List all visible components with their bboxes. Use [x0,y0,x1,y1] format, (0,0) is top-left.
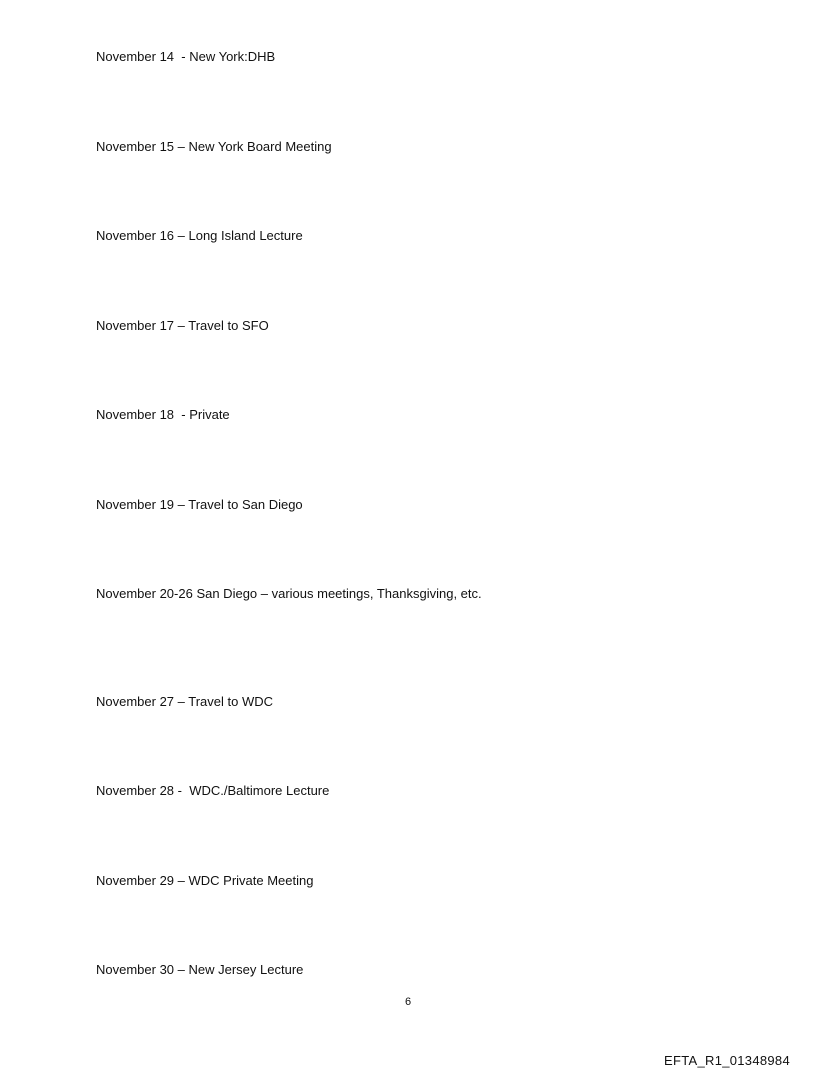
schedule-entry-nov-19: November 19 – Travel to San Diego [96,497,303,512]
schedule-entry-nov-15: November 15 – New York Board Meeting [96,139,332,154]
schedule-entry-nov-20-26: November 20-26 San Diego – various meetings, Thanksgiving, etc. [96,586,482,601]
schedule-entry-nov-29: November 29 – WDC Private Meeting [96,873,314,888]
page-number: 6 [404,996,412,1008]
document-id: EFTA_R1_01348984 [664,1053,790,1068]
schedule-entry-nov-14: November 14 - New York:DHB [96,49,276,64]
schedule-entry-nov-28: November 28 - WDC./Baltimore Lecture [96,783,330,798]
schedule-entry-nov-17: November 17 – Travel to SFO [96,318,269,333]
schedule-entry-nov-27: November 27 – Travel to WDC [96,694,274,709]
schedule-entry-nov-30: November 30 – New Jersey Lecture [96,962,304,977]
schedule-entry-nov-16: November 16 – Long Island Lecture [96,228,303,243]
schedule-entry-nov-18: November 18 - Private [96,407,230,422]
